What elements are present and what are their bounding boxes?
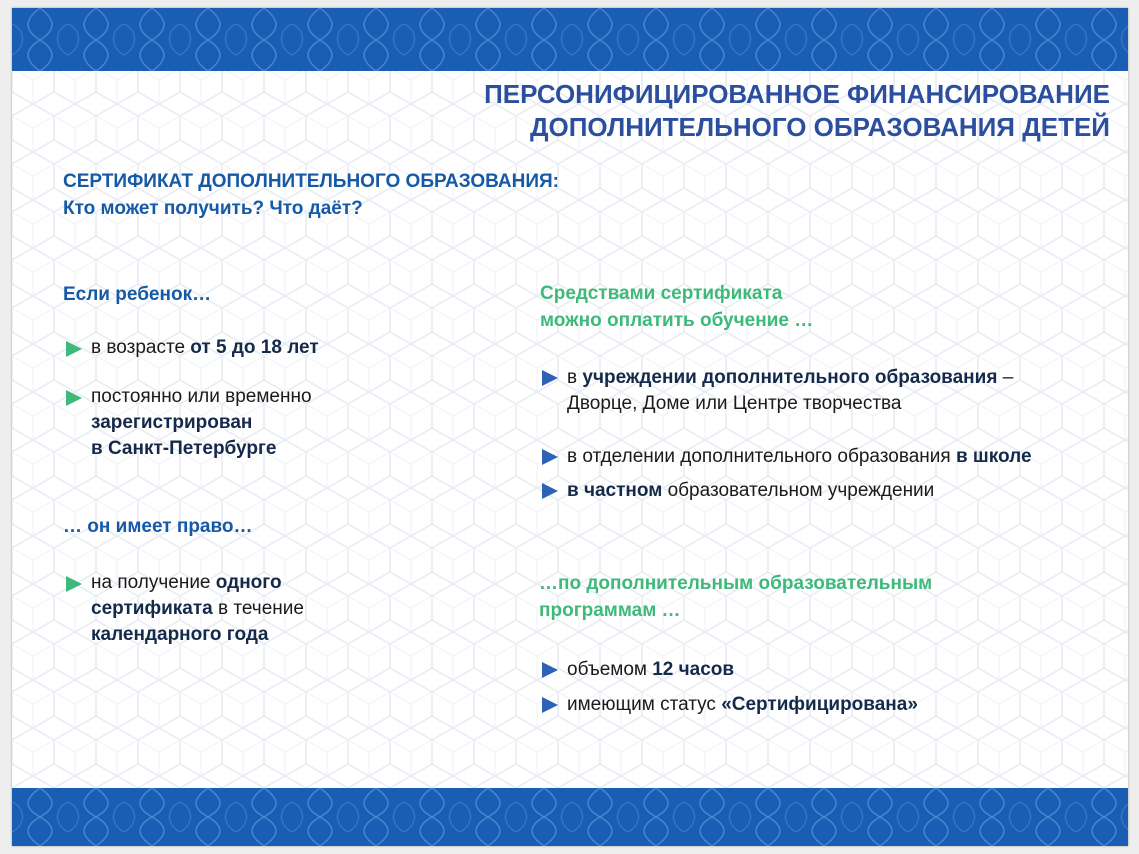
bullet-institution-bold: учреждении дополнительного образования xyxy=(582,367,998,388)
page-title-line-2: ДОПОЛНИТЕЛЬНОГО ОБРАЗОВАНИЯ ДЕТЕЙ xyxy=(529,112,1110,142)
bullet-status-bold: «Сертифицирована» xyxy=(721,694,918,715)
bullet-private-text: образовательном учреждении xyxy=(662,480,935,501)
triangle-right-icon xyxy=(541,448,559,466)
triangle-right-icon xyxy=(65,340,83,358)
bullet-institution-text: в xyxy=(567,367,583,388)
bullet-registered-text: постоянно или временно xyxy=(91,386,312,407)
subtitle-line-2: Кто может получить? Что даёт? xyxy=(63,198,363,219)
bullet-age-bold: от 5 до 18 лет xyxy=(190,337,319,358)
bullet-one-certificate-text: на получение xyxy=(91,572,216,593)
slide xyxy=(12,8,1128,846)
bullet-one-certificate-bold-3: календарного года xyxy=(91,624,269,645)
triangle-right-icon xyxy=(541,369,559,387)
heading-pay-with-certificate xyxy=(540,280,813,334)
bullet-school xyxy=(539,444,1032,470)
page-title-line-1: ПЕРСОНИФИЦИРОВАННОЕ ФИНАНСИРОВАНИЕ xyxy=(484,79,1110,109)
heading-programs-line-2: программам … xyxy=(539,600,681,621)
bullet-one-certificate-bold-2: сертификата xyxy=(91,598,213,619)
triangle-right-icon xyxy=(541,482,559,500)
page-title xyxy=(350,78,1110,144)
bullet-status-text: имеющим статус xyxy=(567,694,722,715)
bullet-institution-dash: – xyxy=(997,367,1014,388)
bullet-one-certificate-mid: в течение xyxy=(212,598,304,619)
bullet-status xyxy=(539,692,918,718)
heading-programs xyxy=(539,570,932,624)
heading-if-child-text: Если ребенок… xyxy=(63,284,212,305)
triangle-right-icon xyxy=(541,661,559,679)
top-decorative-band xyxy=(12,8,1128,71)
heading-if-child xyxy=(63,281,211,308)
bullet-private xyxy=(539,478,934,504)
bullet-one-certificate xyxy=(63,570,304,648)
bullet-age xyxy=(63,335,319,361)
heading-pay-line-2: можно оплатить обучение … xyxy=(540,310,814,331)
bullet-hours-bold: 12 часов xyxy=(652,659,735,680)
subtitle-line-1: СЕРТИФИКАТ ДОПОЛНИТЕЛЬНОГО ОБРАЗОВАНИЯ: xyxy=(63,171,559,192)
triangle-right-icon xyxy=(65,389,83,407)
bullet-registered-bold-2: в Санкт-Петербурге xyxy=(91,438,277,459)
triangle-right-icon xyxy=(65,575,83,593)
bullet-age-text: в возрасте xyxy=(91,337,191,358)
bullet-hours xyxy=(539,657,734,683)
bullet-hours-text: объемом xyxy=(567,659,653,680)
bullet-one-certificate-bold-1: одного xyxy=(215,572,282,593)
bullet-private-bold: в частном xyxy=(567,480,663,501)
triangle-right-icon xyxy=(541,696,559,714)
bullet-institution-line-2: Дворце, Доме или Центре творчества xyxy=(567,393,902,414)
bottom-decorative-band xyxy=(12,788,1128,846)
bullet-institution xyxy=(539,365,1013,417)
bullet-school-bold: в школе xyxy=(955,446,1032,467)
bullet-registered xyxy=(63,384,312,462)
bullet-school-text: в отделении дополнительного образования xyxy=(567,446,956,467)
heading-pay-line-1: Средствами сертификата xyxy=(540,283,783,304)
heading-programs-line-1: …по дополнительным образовательным xyxy=(539,573,933,594)
heading-has-right xyxy=(63,513,253,540)
heading-has-right-text: … он имеет право… xyxy=(63,516,253,537)
section-subtitle xyxy=(63,168,559,222)
bullet-registered-bold-1: зарегистрирован xyxy=(91,412,253,433)
